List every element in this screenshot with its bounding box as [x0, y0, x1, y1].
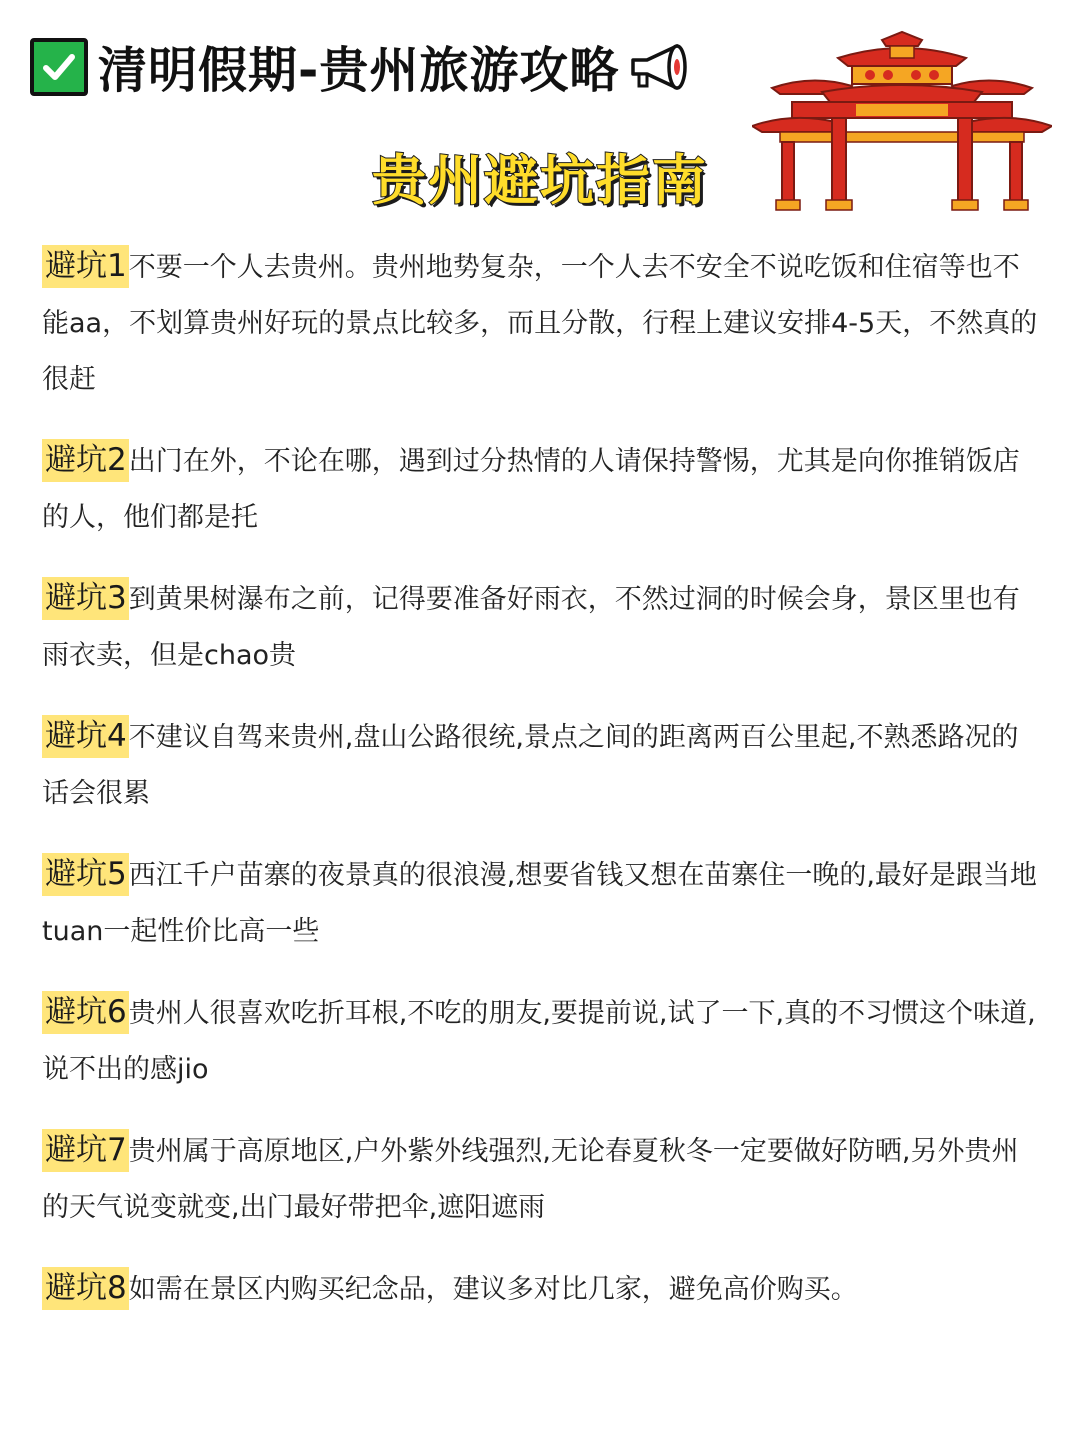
tip-item	[42, 984, 1042, 1098]
tip-text: 出门在外，不论在哪，遇到过分热情的人请保持警惕，尤其是向你推销饭店的人，他们都是托	[42, 446, 1020, 533]
tip-text: 贵州人很喜欢吃折耳根,不吃的朋友,要提前说,试了一下,真的不习惯这个味道,说不出的感jio	[42, 998, 1036, 1085]
tip-item	[42, 846, 1042, 960]
page-title: 清明假期-贵州旅游攻略	[98, 42, 620, 99]
tip-tag: 避坑4	[42, 715, 129, 758]
tip-text: 不要一个人去贵州。贵州地势复杂，一个人去不安全不说吃饭和住宿等也不能aa，不划算贵州好玩的景点比较多，而且分散，行程上建议安排4-5天，不然真的很赶	[42, 252, 1038, 395]
tip-tag: 避坑2	[42, 439, 129, 482]
tip-item	[42, 238, 1042, 408]
tip-item	[42, 1260, 1042, 1318]
tip-tag: 避坑6	[42, 991, 129, 1034]
tips-list	[42, 238, 1042, 1318]
megaphone-icon	[627, 42, 691, 92]
tip-tag: 避坑1	[42, 245, 129, 288]
tip-text: 西江千户苗寨的夜景真的很浪漫,想要省钱又想在苗寨住一晚的,最好是跟当地tuan一起性价比高一些	[42, 860, 1037, 947]
tip-item	[42, 432, 1042, 546]
tip-text: 到黄果树瀑布之前，记得要准备好雨衣，不然过洞的时候会身，景区里也有雨衣卖，但是chao贵	[42, 584, 1020, 671]
tip-text: 如需在景区内购买纪念品，建议多对比几家，避免高价购买。	[128, 1274, 858, 1305]
tip-text: 贵州属于高原地区,户外紫外线强烈,无论春夏秋冬一定要做好防晒,另外贵州的天气说变就变,出门最好带把伞,遮阳遮雨	[42, 1136, 1019, 1223]
header	[30, 36, 691, 98]
tip-text: 不建议自驾来贵州,盘山公路很统,景点之间的距离两百公里起,不熟悉路况的话会很累	[42, 722, 1019, 809]
tip-tag: 避坑8	[42, 1267, 129, 1310]
tip-tag: 避坑7	[42, 1129, 129, 1172]
tip-tag: 避坑5	[42, 853, 129, 896]
tip-tag: 避坑3	[42, 577, 129, 620]
chinese-archway-gate-icon	[752, 30, 1052, 212]
check-mark-icon	[30, 38, 88, 96]
subtitle: 贵州避坑指南	[372, 149, 708, 212]
tip-item	[42, 708, 1042, 822]
tip-item	[42, 570, 1042, 684]
tip-item	[42, 1122, 1042, 1236]
